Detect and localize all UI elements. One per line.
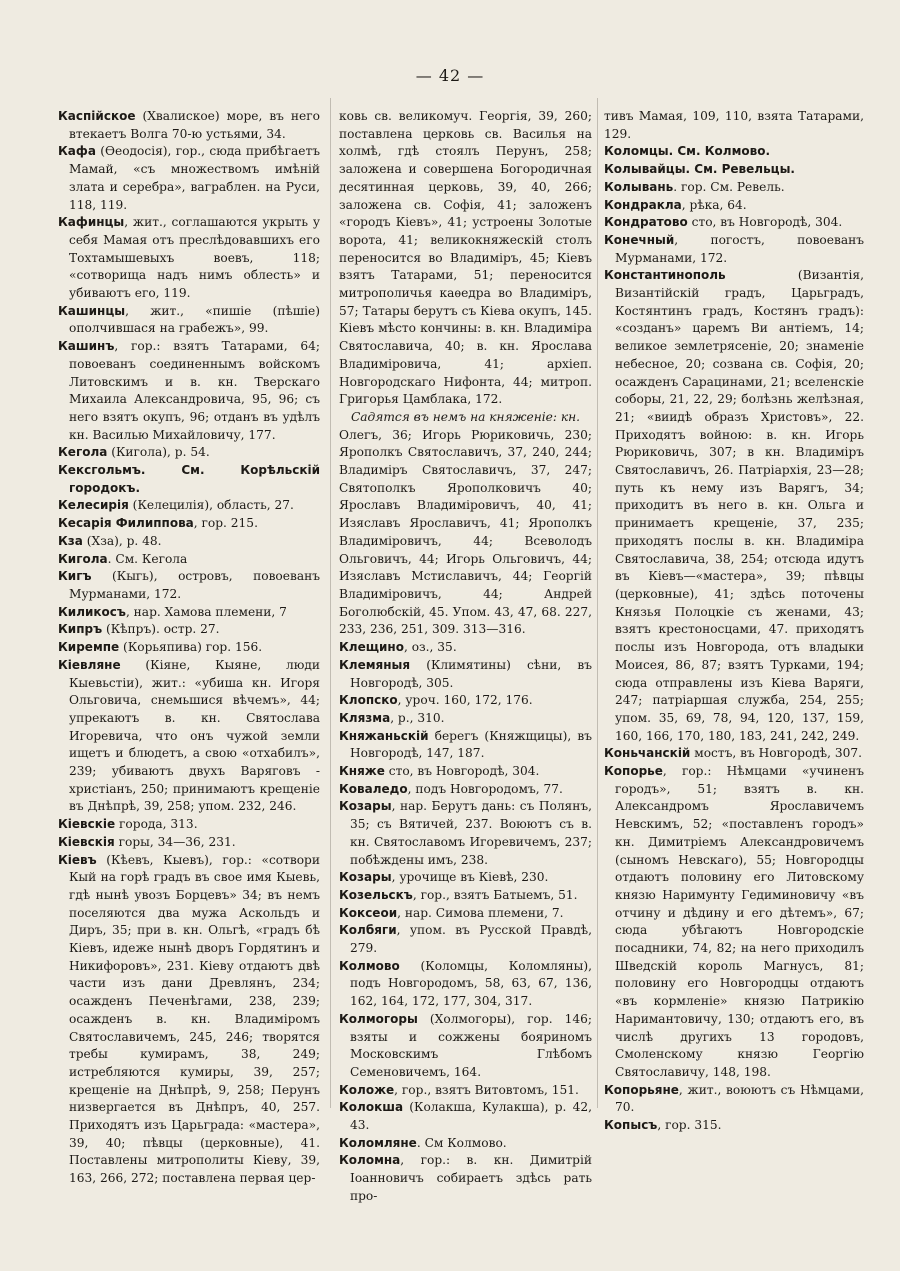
index-entry-text: (Келецилія), область, 27. [128, 498, 294, 513]
index-entry-text: , гор., взятъ Батыемъ, 51. [412, 887, 578, 902]
index-entry-text: (Хза), р. 48. [82, 533, 162, 548]
index-entry [339, 1082, 592, 1100]
index-entry [339, 657, 592, 692]
index-entry [339, 1135, 592, 1153]
index-headword: Киликосъ [58, 604, 126, 619]
index-entry-text: , погостъ, повоеванъ Мурманами, 172. [615, 232, 864, 265]
index-entry-text: , гор.: взятъ Татарами, 64; повоеванъ соединеннымъ войскомъ Литовскимъ и в. кн. Тверскаго Михаила Александровича, 95, 96; съ него взятъ окупъ, 96; отданъ въ удѣлъ кн. Василью Михайловичу, 177. [69, 339, 320, 442]
index-headword: Колокша [339, 1100, 404, 1115]
index-entry-text: , гор.: Нѣмцами «учиненъ городъ», 51; взятъ в. кн. Александромъ Ярославичемъ Невскимъ, 52; «поставленъ городъ» кн. Димитріемъ Александровичемъ (сыномъ Невскаго), 55; Новгородцы отдаютъ половину его Литовскому князю Наримунту Гедиминовичу «въ отчину и дѣдину и его дѣтемъ», 67; сюда убѣгаютъ Новгородскіе посадники, 74, 82; на него приходилъ Шведскій король Магнусъ, 81; половину его Новгородцы отдаютъ «въ кормленіе» князю Патрикію Наримантовичу, 130; отдаютъ его, въ числѣ другихъ 13 городовъ, Смоленскому князю Георгію Святославичу, 148, 198. [615, 764, 864, 1079]
index-headword: Коложе [339, 1082, 395, 1097]
index-headword: Кегола [58, 445, 108, 460]
index-entry [58, 143, 320, 214]
index-entry [58, 444, 320, 462]
index-entry [339, 958, 592, 1011]
index-entry-text: (Корьяпива) гор. 156. [119, 640, 263, 655]
index-headword: Коломна [339, 1153, 401, 1168]
index-entry-text: (Холмогоры), гор. 146; взяты и сожжены бояриномъ Московскимъ Глѣбомъ Семеновичемъ, 164. [350, 1011, 592, 1079]
index-entry-text: горы, 34—36, 231. [114, 834, 236, 849]
index-headword: Копорье [604, 764, 663, 779]
index-entry [339, 1011, 592, 1082]
index-entry [339, 905, 592, 923]
index-entry-text: , р., 310. [390, 710, 445, 725]
index-entry [58, 338, 320, 444]
index-column-3 [604, 108, 864, 1135]
index-entry-text: , жит., соглашаются укрыть у себя Мамая отъ преслѣдовавшихъ его Тохтамышевыхъ воевъ, 118; «сотворища надъ нимъ облесть» и убиваютъ его, 119. [69, 215, 320, 301]
index-headword: Кафинцы [58, 215, 125, 230]
index-headword: Кондратово [604, 215, 688, 230]
index-entry [58, 462, 320, 497]
index-entry [339, 639, 592, 657]
index-entry [58, 214, 320, 303]
index-headword: Копысъ [604, 1118, 658, 1133]
index-entry [58, 639, 320, 657]
index-entry-text: , урочище въ Кіевѣ, 230. [391, 870, 549, 885]
index-entry [604, 143, 864, 161]
index-headword: Кондракла [604, 197, 682, 212]
index-headword: Козельскъ [339, 887, 413, 902]
index-entry-text: , гор.: в. кн. Димитрій Іоанновичъ собираетъ здѣсь рать про- [350, 1153, 592, 1203]
index-entry [58, 604, 320, 622]
index-entry-text: . См Колмово. [416, 1135, 507, 1150]
index-entry-text: , гор. 215. [193, 516, 258, 531]
index-entry-text: (Колакша, Кулакша), р. 42, 43. [350, 1100, 592, 1133]
index-headword: Колбяги [339, 923, 397, 938]
index-entry-text: , нар. Симова племени, 7. [397, 905, 564, 920]
index-headword: Кашинъ [58, 339, 115, 354]
index-entry [58, 852, 320, 1188]
index-entry [58, 303, 320, 338]
index-entry [339, 1099, 592, 1134]
index-headword: Кексгольмъ. См. Корѣльскій городокъ. [58, 463, 320, 495]
index-entry [339, 887, 592, 905]
index-entry [58, 621, 320, 639]
index-headword: Клемяныя [339, 657, 411, 672]
index-entry-text: , гор., взятъ Витовтомъ, 151. [394, 1082, 579, 1097]
page-number: — 42 — [415, 66, 485, 85]
index-entry [58, 568, 320, 603]
index-entry-text: сто, въ Новгородѣ, 304. [384, 764, 540, 779]
index-headword: Кигола [58, 551, 108, 566]
index-entry [58, 515, 320, 533]
index-entry [604, 232, 864, 267]
index-entry [604, 763, 864, 1082]
index-entry-text: сто, въ Новгородѣ, 304. [687, 215, 843, 230]
index-entry [58, 657, 320, 816]
index-entry [58, 108, 320, 143]
index-entry-text: (Коломцы, Коломляны), подъ Новгородомъ, 58, 63, 67, 136, 162, 164, 172, 177, 304, 317. [350, 958, 592, 1009]
index-entry [339, 692, 592, 710]
index-entry-text: (Хвалиское) море, въ него втекаетъ Волга 70-ю устьями, 34. [69, 109, 320, 141]
index-entry-text: , нар. Хамова племени, 7 [125, 604, 287, 619]
index-headword: Коксеои [339, 905, 398, 920]
index-headword: Копорьяне [604, 1082, 679, 1097]
index-headword: Кипръ [58, 622, 103, 637]
index-entry [339, 781, 592, 799]
index-headword: Келесирія [58, 498, 129, 513]
index-entry [604, 197, 864, 215]
index-headword: Козары [339, 870, 392, 885]
index-entry [604, 161, 864, 179]
index-entry-text: (Византія, Византійскій градъ, Царьградъ, Костянтинъ градъ, Костянъ градъ): «созданъ» царемъ Ви антіемъ, 14; великое землетрясеніе, 20; знаменіе небесное, 20; созвана св. Софія, 20; осажденъ Сарацинами, 21; вселенскіе соборы, 21, 22, 29; болѣзнь желѣзная, 21; «виидѣ образъ Христовъ», 22. Приходятъ войною: в. кн. Игорь Рюриковичь, 307; в кн. Владиміръ Святославичъ, 26. Патріархія, 23—28; путь къ нему изъ Варягъ, 34; приходитъ въ него в. кн. Ольга и принимаетъ крещеніе, 37, 235; приходятъ послы в. кн. Владиміра Святославича, 38, 254; отсюда идутъ въ Кіевъ—«мастера», 39; пѣвцы (церковные), 41; здѣсь поточены Князья Полоцкіе съ женами, 43; взятъ крестоносцами, 47. приходятъ послы изъ Новгорода, отъ владыки Моисея, 86, 87; взятъ Турками, 194; сюда отправлены изъ Кіева Варяги, 247; патріаршая служба, 254, 255; упом. 35, 69, 78, 94, 120, 137, 159, 160, 166, 170, 180, 183, 241, 242, 249. [615, 268, 864, 743]
index-entry-text: , оз., 35. [403, 640, 457, 655]
index-headword: Кіевскія [58, 834, 115, 849]
index-entry-text: , жит., воюютъ съ Нѣмцами, 70. [615, 1082, 864, 1115]
index-entry [604, 1082, 864, 1117]
index-entry-text: (Ѳеодосія), гор., сюда прибѣгаетъ Мамай, «съ множествомъ имѣній злата и серебра», ваграблен. на Руси, 118, 119. [69, 144, 320, 212]
index-headword: Коломцы. См. Колмово. [604, 144, 771, 159]
index-headword: Кіевъ [58, 852, 97, 867]
index-entry [58, 816, 320, 834]
index-entry [339, 869, 592, 887]
index-headword: Коваледо [339, 781, 408, 796]
index-entry-text: (Кѣевъ, Кыевъ), гор.: «сотвори Кый на горѣ градъ въ свое имя Кыевь, гдѣ нынѣ увозъ Борцевъ» 34; въ немъ поселяются два мужа Аскольдъ и Диръ, 35; при в. кн. Ольгѣ, «градъ бѣ Кіевъ, идеже нынѣ дворъ Гордятинъ и Никифоровъ», 231. Кіеву отдаютъ двѣ части изъ дани Древлянъ, 234; осажденъ Печенѣгами, 238, 239; осажденъ в. кн. Владиміромъ Святославичемъ, 245, 246; творятся требы кумирамъ, 38, 249; истребляются кумиры, 39, 257; крещеніе на Днѣпрѣ, 9, 258; Перунъ низвергается въ Днѣпръ, 40, 257. Приходятъ изъ Царьграда: «мастера», 39, 40; пѣвцы (церковные), 41. Поставлены митрополиты Кіеву, 39, 163, 266, 272; поставлена первая цер- [69, 852, 320, 1186]
index-headword: Конечный [604, 232, 675, 247]
index-headword: Колывань [604, 179, 674, 194]
index-headword: Княже [339, 764, 385, 779]
column-divider [330, 98, 331, 1108]
index-entry-text: (Кигола), р. 54. [107, 445, 210, 460]
index-entry [339, 798, 592, 869]
index-subheading: Садятся въ немъ на княженіе: кн. [350, 409, 581, 424]
index-entry-text: , подъ Новгородомъ, 77. [407, 781, 563, 796]
index-entry [58, 497, 320, 515]
index-entry [58, 551, 320, 569]
index-entry-text: , рѣка, 64. [681, 197, 747, 212]
index-headword: Коньчанскій [604, 746, 691, 761]
index-headword: Клязма [339, 710, 391, 725]
index-headword: Колмово [339, 958, 400, 973]
index-headword: Кашинцы [58, 303, 126, 318]
index-column-2 [339, 108, 592, 1206]
index-entry-text: , нар. Берутъ дань: съ Полянъ, 35; съ Вятичей, 237. Воюютъ съ в. кн. Святославомъ Игоревичемъ, 237; побѣждены имъ, 238. [350, 799, 592, 867]
index-headword: Козары [339, 799, 392, 814]
index-column-1 [58, 108, 320, 1188]
index-headword: Кза [58, 533, 83, 548]
index-headword: Константинополь [604, 268, 726, 283]
index-headword: Кіевскіе [58, 817, 116, 832]
index-entry [339, 922, 592, 957]
index-entry-text: мостъ, въ Новгородѣ, 307. [690, 746, 863, 761]
index-headword: Кигъ [58, 569, 92, 584]
index-entry [604, 1117, 864, 1135]
index-headword: Кафа [58, 144, 96, 159]
index-entry-text: (Кыгь), островъ, повоеванъ Мурманами, 172. [69, 569, 320, 601]
index-entry-continuation: ковь св. великомуч. Георгія, 39, 260; поставлена церковь св. Василья на холмѣ, гдѣ стоялъ Перунъ, 258; заложена и совершена Богородичная десятинная церковь, 39, 40, 266; заложена св. Софія, 41; заложенъ «городъ Кіевъ», 41; устроены Золотые ворота, 41; великокняжескій столъ переносится во Владиміръ, 45; Кіевъ взятъ Татарами, 51; переносится митрополичья каѳедра во Владиміръ, 57; Татары берутъ съ Кіева окупъ, 145. Кіевъ мѣсто кончины: в. кн. Владиміра Святославича, 40; в. кн. Ярослава Владиміровича, 41; архіеп. Новгородскаго Нифонта, 44; митроп. Григорья Цамблака, 172. [339, 109, 592, 407]
index-headword: Коломляне [339, 1135, 417, 1150]
index-headword: Кіевляне [58, 657, 121, 672]
index-entry-text: берегъ (Княжщицы), въ Новгородѣ, 147, 187. [350, 728, 592, 761]
index-headword: Колывайцы. См. Ревельцы. [604, 162, 795, 177]
index-entry-text: , упом. въ Русской Правдѣ, 279. [350, 923, 592, 956]
index-entry [339, 728, 592, 763]
index-entry-text: . См. Кегола [107, 551, 188, 566]
index-entry [604, 267, 864, 745]
index-entry [58, 834, 320, 852]
index-headword: Киремпе [58, 640, 120, 655]
index-entry-text: , жит., «пишіе (пѣшіе) ополчившася на грабежъ», 99. [69, 303, 320, 336]
index-headword: Кесарія Филиппова [58, 516, 194, 531]
index-headword: Клопско [339, 693, 398, 708]
index-entry [604, 179, 864, 197]
index-headword: Колмогоры [339, 1011, 418, 1026]
index-entry-text: (Климятины) сѣни, въ Новгородѣ, 305. [350, 657, 592, 690]
index-entry [58, 533, 320, 551]
index-entry [339, 710, 592, 728]
index-entry [339, 763, 592, 781]
index-entry-continuation: Олегъ, 36; Игорь Рюриковичь, 230; Ярополкъ Святославичъ, 37, 240, 244; Владиміръ Святославичъ, 37, 247; Святополкъ Ярополковичъ 40; Ярославъ Владиміровичъ, 40, 41; Изяславъ Ярославичъ, 41; Ярополкъ Владиміровичъ, 44; Всеволодъ Ольговичъ, 44; Игорь Ольговичъ, 44; Изяславъ Мстиславичъ, 44; Георгій Владиміровичъ, 44; Андрей Боголюбскій, 45. Упом. 43, 47, 68. 227, 233, 236, 251, 309. 313—316. [339, 427, 592, 637]
index-headword: Княжаньскій [339, 728, 429, 743]
index-entry [604, 214, 864, 232]
index-entry-text: , гор. 315. [657, 1118, 722, 1133]
index-entry-text: города, 313. [115, 817, 198, 832]
index-entry-text: , уроч. 160, 172, 176. [397, 693, 533, 708]
index-entry-text: (Кіяне, Кыяне, люди Кыевьстіи), жит.: «убиша кн. Игоря Ольговича, снемьшися вѣчемъ», 44; упрекаютъ в. кн. Святослава Игоревича, что онъ чужой земли ищетъ и блюдетъ, а свою «отхабилъ», 239; убиваютъ двухъ Варяговъ - христіанъ, 250; принимаютъ крещеніе въ Днѣпрѣ, 39, 258; упом. 232, 246. [69, 657, 320, 814]
column-divider [597, 98, 598, 1108]
index-entry [604, 745, 864, 763]
index-entry [339, 1152, 592, 1205]
index-entry-text: (Кѣпръ). остр. 27. [102, 622, 220, 637]
index-entry-continuation: тивъ Мамая, 109, 110, взята Татарами, 129. [604, 109, 864, 141]
index-headword: Каспійское [58, 109, 136, 123]
index-entry-text: . гор. См. Ревель. [673, 179, 785, 194]
index-headword: Клещино [339, 640, 404, 655]
